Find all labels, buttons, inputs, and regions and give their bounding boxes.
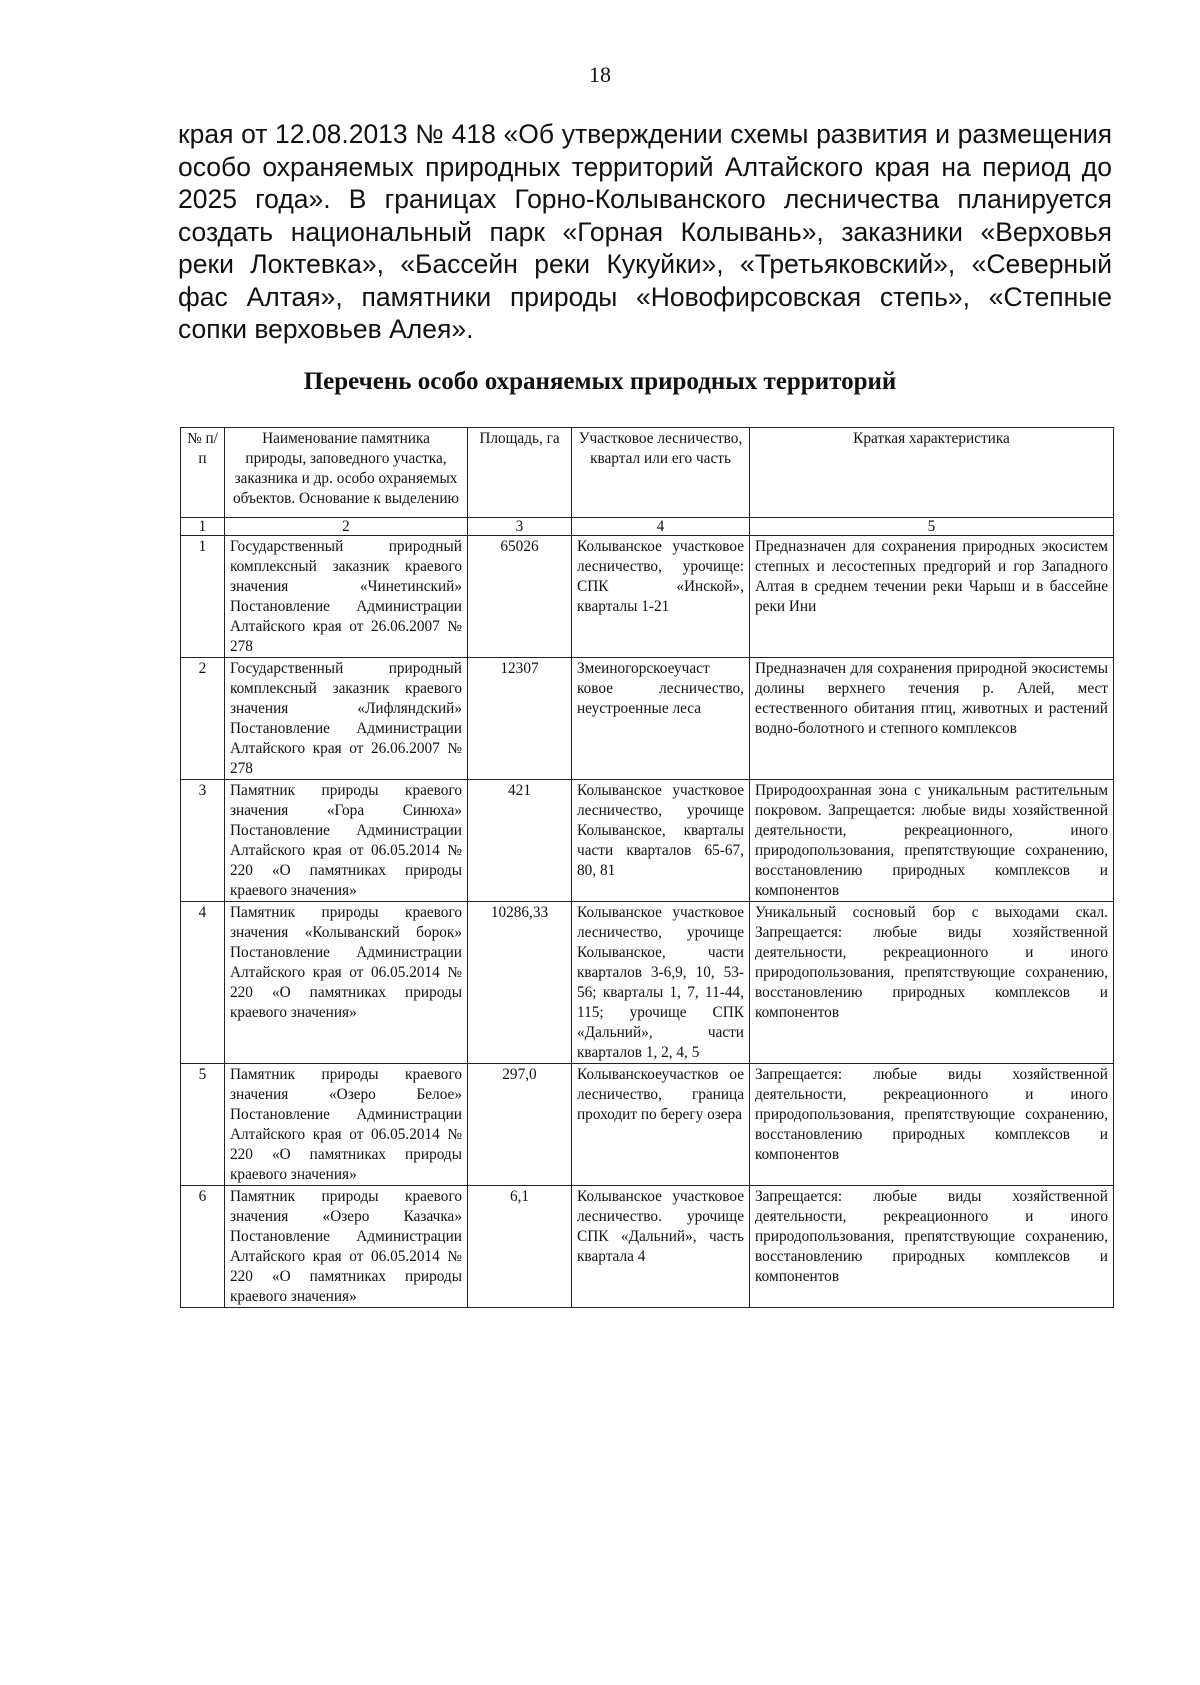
area-name: Памятник природы краевого значения «Колыванский борок» Постановление Администрации Алтайского края от 06.05.2014 № 220 «О памятниках природы краевого значения»: [225, 902, 468, 1064]
area-size: 297,0: [468, 1064, 572, 1186]
page-number: 18: [589, 62, 611, 87]
column-number: 5: [750, 518, 1114, 536]
forestry-location: Колыванское участковое лесничество, урочище Колыванское, кварталы части кварталов 65-67, 80, 81: [572, 780, 750, 902]
column-number-row: [181, 518, 1114, 536]
header-name: Наименование памятника природы, заповедного участка, заказника и др. особо охраняемых объектов. Основание к выделению: [225, 428, 468, 518]
column-number: 3: [468, 518, 572, 536]
area-name: Государственный природный комплексный заказник краевого значения «Лифляндский» Постановление Администрации Алтайского края от 26.06.2007 № 278: [225, 658, 468, 780]
header-description: Краткая характеристика: [750, 428, 1114, 518]
forestry-location: Змеиногорскоеучаст ковое лесничество, неустроенные леса: [572, 658, 750, 780]
forestry-location: Колыванское участковое лесничество. урочище СПК «Дальний», часть квартала 4: [572, 1186, 750, 1308]
row-number: 3: [181, 780, 225, 902]
column-number: 4: [572, 518, 750, 536]
table-row: [181, 780, 1114, 902]
row-number: 4: [181, 902, 225, 1064]
table-row: [181, 658, 1114, 780]
area-description: Предназначен для сохранения природной экосистемы долины верхнего течения р. Алей, мест естественного обитания птиц, животных и растений водно-болотного и степного комплексов: [750, 658, 1114, 780]
intro-paragraph: края от 12.08.2013 № 418 «Об утверждении схемы развития и размещения особо охраняемых природных территорий Алтайского края на период до 2025 года». В границах Горно-Колыванского лесничества планируется создать национальный парк «Горная Колывань», заказники «Верховья реки Локтевка», «Бассейн реки Кукуйки», «Третьяковский», «Северный фас Алтая», памятники природы «Новофирсовская степь», «Степные сопки верховьев Алея».: [178, 119, 1112, 344]
header-area: Площадь, га: [468, 428, 572, 518]
area-name: Памятник природы краевого значения «Озеро Белое» Постановление Администрации Алтайского края от 06.05.2014 № 220 «О памятниках природы краевого значения»: [225, 1064, 468, 1186]
table-row: [181, 1186, 1114, 1308]
row-number: 1: [181, 536, 225, 658]
table-row: [181, 1064, 1114, 1186]
area-name: Памятник природы краевого значения «Гора Синюха» Постановление Администрации Алтайского края от 06.05.2014 № 220 «О памятниках природы краевого значения»: [225, 780, 468, 902]
column-number: 1: [181, 518, 225, 536]
row-number: 2: [181, 658, 225, 780]
area-size: 6,1: [468, 1186, 572, 1308]
area-size: 10286,33: [468, 902, 572, 1064]
protected-areas-table: [180, 427, 1114, 1308]
area-size: 65026: [468, 536, 572, 658]
area-size: 421: [468, 780, 572, 902]
area-name: Государственный природный комплексный заказник краевого значения «Чинетинский» Постановление Администрации Алтайского края от 26.06.2007 № 278: [225, 536, 468, 658]
list-title: Перечень особо охраняемых природных территорий: [303, 368, 897, 395]
area-description: Запрещается: любые виды хозяйственной деятельности, рекреационного и иного природопользования, препятствующие сохранению, восстановлению природных комплексов и компонентов: [750, 1064, 1114, 1186]
area-description: Предназначен для сохранения природных экосистем степных и лесостепных предгорий и гор Западного Алтая в среднем течении реки Чарыш и в бассейне реки Ини: [750, 536, 1114, 658]
header-number: № п/п: [181, 428, 225, 518]
area-description: Запрещается: любые виды хозяйственной деятельности, рекреационного и иного природопользования, препятствующие сохранению, восстановлению природных комплексов и компонентов: [750, 1186, 1114, 1308]
forestry-location: Колыванское участковое лесничество, урочище: СПК «Инской», кварталы 1-21: [572, 536, 750, 658]
table-row: [181, 536, 1114, 658]
forestry-location: Колыванскоеучастков ое лесничество, граница проходит по берегу озера: [572, 1064, 750, 1186]
area-description: Природоохранная зона с уникальным растительным покровом. Запрещается: любые виды хозяйственной деятельности, рекреационного, иного природопользования, препятствующие сохранению, восстановлению природных комплексов и компонентов: [750, 780, 1114, 902]
column-number: 2: [225, 518, 468, 536]
area-description: Уникальный сосновый бор с выходами скал. Запрещается: любые виды хозяйственной деятельности, рекреационного и иного природопользования, препятствующие сохранению, восстановлению природных комплексов и компонентов: [750, 902, 1114, 1064]
row-number: 6: [181, 1186, 225, 1308]
table-row: [181, 902, 1114, 1064]
area-size: 12307: [468, 658, 572, 780]
table-header-row: [181, 428, 1114, 518]
header-forestry: Участковое лесничество, квартал или его часть: [572, 428, 750, 518]
forestry-location: Колыванское участковое лесничество, урочище Колыванское, части кварталов 3-6,9, 10, 53-56; кварталы 1, 7, 11-44, 115; урочище СПК «Дальний», части кварталов 1, 2, 4, 5: [572, 902, 750, 1064]
row-number: 5: [181, 1064, 225, 1186]
area-name: Памятник природы краевого значения «Озеро Казачка» Постановление Администрации Алтайского края от 06.05.2014 № 220 «О памятниках природы краевого значения»: [225, 1186, 468, 1308]
